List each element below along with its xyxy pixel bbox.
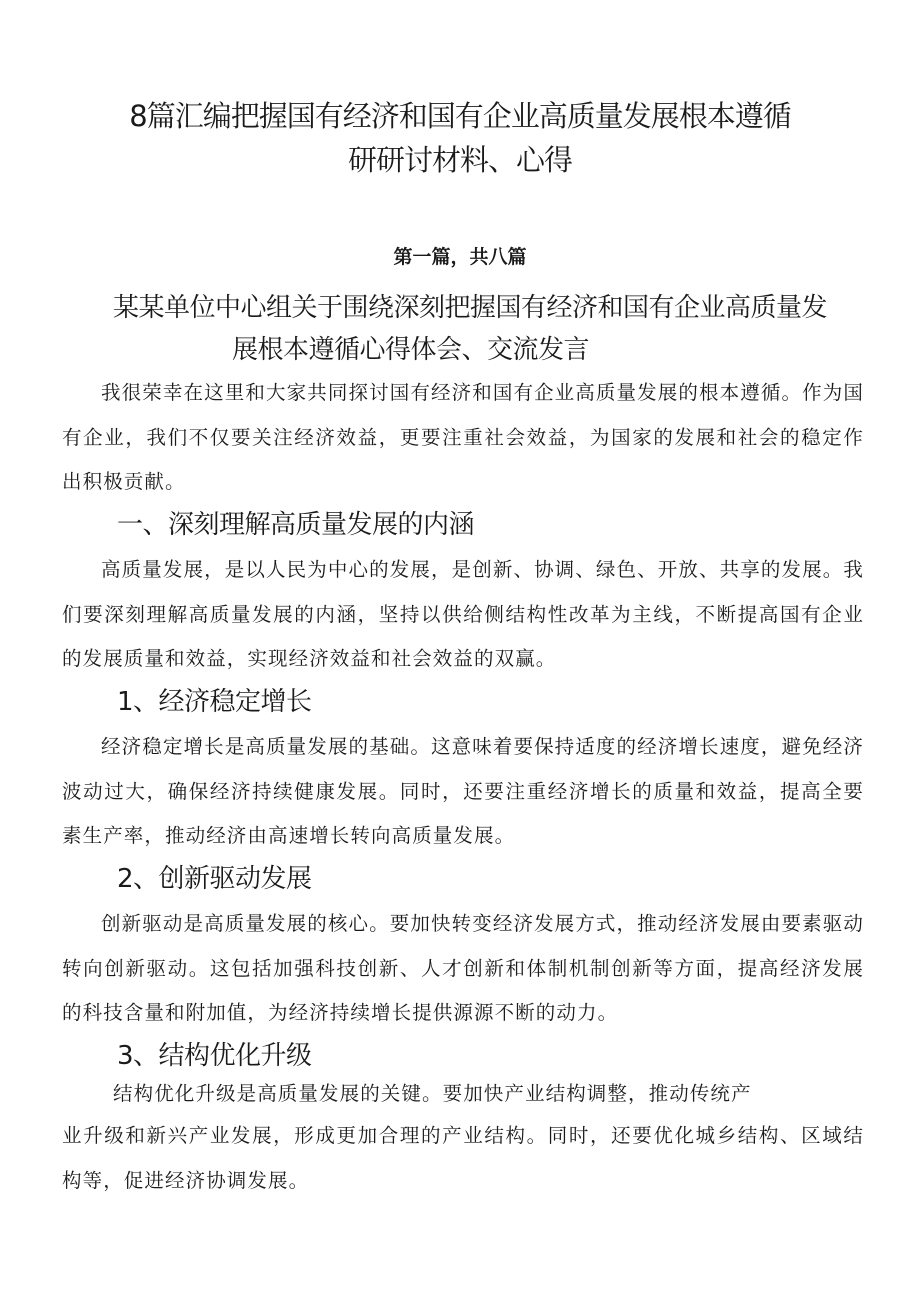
document-title-line-1: 8篇汇编把握国有经济和国有企业高质量发展根本遵循	[129, 99, 791, 133]
section-heading: 2、创新驱动发展	[117, 864, 312, 894]
article-title-line-2: 展根本遵循心得体会、交流发言	[232, 335, 590, 365]
section-paragraph: 经济稳定增长是高质量发展的基础。这意味着要保持适度的经济增长速度，避免经济波动过大，确保经济持续健康发展。同时，还要注重经济增长的质量和效益，提高全要素生产率，推动经济由高速增长转向高质量发展。	[62, 735, 864, 847]
section-heading: 3、结构优化升级	[117, 1041, 312, 1071]
document-title-line-2: 研研讨材料、心得	[347, 143, 572, 177]
section-heading: 1、经济稳定增长	[117, 687, 312, 717]
article-title-line-1: 某某单位中心组关于围绕深刻把握国有经济和国有企业高质量发	[113, 293, 828, 323]
section-paragraph-line: 结构优化升级是高质量发展的关键。要加快产业结构调整，推动传统产	[113, 1082, 752, 1105]
section-heading: 一、深刻理解高质量发展的内涵	[117, 510, 475, 540]
section-paragraph: 创新驱动是高质量发展的核心。要加快转变经济发展方式，推动经济发展由要素驱动转向创新驱动。这包括加强科技创新、人才创新和体制机制创新等方面，提高经济发展的科技含量和附加值，为经济持续增长提供源源不断的动力。	[62, 912, 864, 1024]
section-paragraph: 业升级和新兴产业发展，形成更加合理的产业结构。同时，还要优化城乡结构、区域结构等，促进经济协调发展。	[62, 1124, 864, 1192]
section-paragraph: 高质量发展，是以人民为中心的发展，是创新、协调、绿色、开放、共享的发展。我们要深刻理解高质量发展的内涵，坚持以供给侧结构性改革为主线，不断提高国有企业的发展质量和效益，实现经济效益和社会效益的双赢。	[62, 558, 864, 670]
part-label: 第一篇，共八篇	[393, 246, 527, 268]
intro-paragraph: 我很荣幸在这里和大家共同探讨国有经济和国有企业高质量发展的根本遵循。作为国有企业，我们不仅要关注经济效益，更要注重社会效益，为国家的发展和社会的稳定作出积极贡献。	[62, 381, 864, 493]
